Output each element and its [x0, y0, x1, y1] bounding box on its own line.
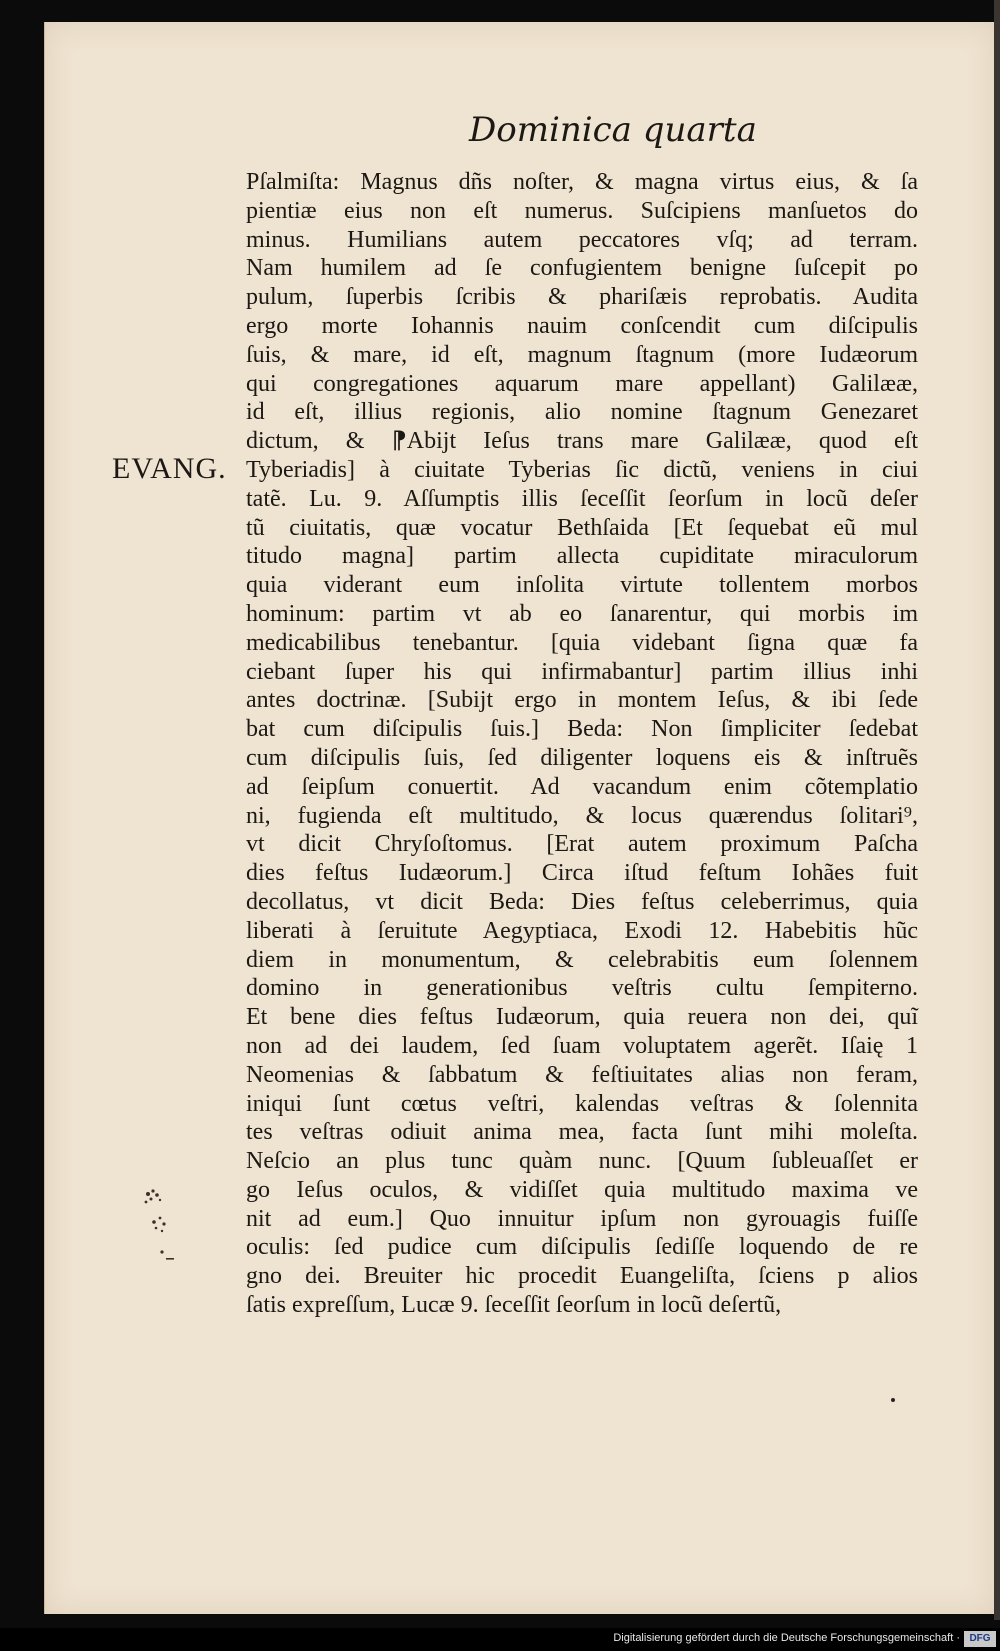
text-line: ſatis expreſſum, Lucæ 9. ſeceſſit ſeorſum in locũ deſertũ,: [246, 1292, 782, 1319]
footer-bar: [0, 1628, 1000, 1651]
text-line: ſuis, & mare, id eſt, magnum ſtagnum (more Iudæorum: [246, 341, 918, 368]
text-line: dictum, & ⁋Abijt Ieſus trans mare Galilææ, quod eſt: [246, 428, 918, 455]
text-line: Tyberiadis] à ciuitate Tyberias ſic dictũ, veniens in ciui: [246, 456, 918, 483]
text-line: medicabilibus tenebantur. [quia videbant ſigna quæ fa: [246, 629, 918, 656]
text-line: Pſalmiſta: Magnus dñs noſter, & magna virtus eius, & ſa: [246, 169, 918, 195]
text-line: pientiæ eius non eſt numerus. Suſcipiens manſuetos do: [246, 197, 918, 224]
margin-note: EVANG.: [112, 452, 227, 485]
text-line: ergo morte Iohannis nauim conſcendit cum diſcipulis: [246, 312, 918, 339]
text-line: pulum, ſuperbis ſcribis & phariſæis reprobatis. Audita: [246, 284, 918, 311]
text-line: domino in generationibus veſtris cultu ſempiterno.: [246, 975, 918, 1002]
text-line: ciebant ſuper his qui infirmabantur] partim illius inhi: [246, 658, 918, 685]
text-line: decollatus, vt dicit Beda: Dies feſtus celeberrimus, quia: [246, 888, 918, 915]
text-line: tes veſtras odiuit anima mea, facta ſunt mihi moleſta.: [246, 1119, 918, 1146]
text-line: ad ſeipſum conuertit. Ad vacandum enim cõtemplatio: [246, 773, 918, 800]
text-line: hominum: partim vt ab eo ſanarentur, qui morbis im: [246, 600, 918, 627]
text-line: tatẽ. Lu. 9. Aſſumptis illis ſeceſſit ſeorſum in locũ deſer: [246, 485, 918, 512]
text-line: vt dicit Chryſoſtomus. [Erat autem proximum Paſcha: [246, 831, 918, 858]
text-line: go Ieſus oculos, & vidiſſet quia multitudo maxima ve: [246, 1176, 918, 1203]
body-text: [246, 168, 918, 1320]
text-line: ni, fugienda eſt multitudo, & locus quærendus ſolitari⁹,: [246, 802, 918, 829]
text-line: dies feſtus Iudæorum.] Circa iſtud feſtum Iohães fuit: [246, 860, 918, 887]
text-line: diem in monumentum, & celebrabitis eum ſolennem: [246, 946, 918, 973]
text-line: tũ ciuitatis, quæ vocatur Bethſaida [Et ſequebat eũ mul: [246, 514, 918, 541]
text-line: minus. Humilians autem peccatores vſq; ad terram.: [246, 226, 918, 253]
running-head: Dominica quarta: [469, 110, 757, 150]
scan-edge: [994, 0, 1000, 1620]
text-line: oculis: ſed pudice cum diſcipulis ſediſſe loquendo de re: [246, 1234, 918, 1261]
text-line: Neſcio an plus tunc quàm nunc. [Quum ſubleuaſſet er: [246, 1148, 918, 1175]
text-line: qui congregationes aquarum mare appellant) Galilææ,: [246, 370, 918, 397]
text-line: Neomenias & ſabbatum & feſtiuitates alias non feram,: [246, 1061, 918, 1088]
text-line: Et bene dies feſtus Iudæorum, quia reuera non dei, quĩ: [246, 1004, 918, 1031]
text-line: cum diſcipulis ſuis, ſed diligenter loquens eis & inſtruẽs: [246, 744, 918, 771]
text-line: iniqui ſunt cœtus veſtri, kalendas veſtras & ſolennita: [246, 1090, 918, 1117]
funding-credit: Digitalisierung gefördert durch die Deutsche Forschungsgemeinschaft ·: [613, 1632, 960, 1644]
text-line: id eſt, illius regionis, alio nomine ſtagnum Genezaret: [246, 399, 918, 426]
dfg-logo: DFG: [964, 1631, 996, 1647]
text-line: antes doctrinæ. [Subijt ergo in montem Ieſus, & ibi ſede: [246, 687, 918, 714]
text-line: Nam humilem ad ſe confugientem benigne ſuſcepit po: [246, 255, 918, 282]
text-line: titudo magna] partim allecta cupiditate miraculorum: [246, 543, 918, 570]
text-line: gno dei. Breuiter hic procedit Euangeliſta, ſciens p alios: [246, 1263, 918, 1290]
text-line: nit ad eum.] Quo innuitur ipſum non gyrouagis fuiſſe: [246, 1205, 918, 1232]
text-line: non ad dei laudem, ſed ſuam voluptatem agerẽt. Iſaię 1: [246, 1032, 918, 1059]
text-line: liberati à ſeruitute Aegyptiaca, Exodi 12. Habebitis hũc: [246, 917, 918, 944]
ornament-icon: [138, 1188, 186, 1270]
text-line: quia viderant eum inſolita virtute tollentem morbos: [246, 572, 918, 599]
stray-ink-mark: [891, 1398, 895, 1402]
text-line: bat cum diſcipulis ſuis.] Beda: Non ſimpliciter ſedebat: [246, 716, 918, 743]
